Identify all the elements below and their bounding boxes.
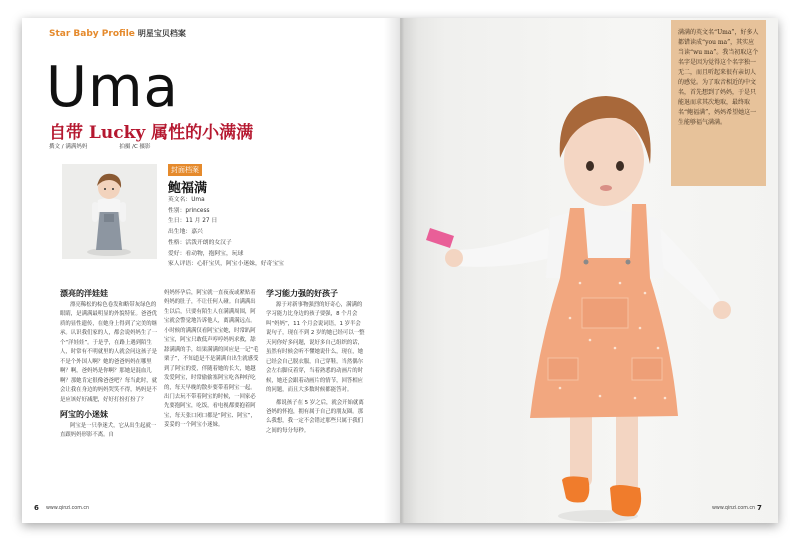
paragraph: 漂亮稀松的棕色卷发和略带灰绿色的眼睛，是满满最明显的外貌特征。爸爸优质的显性遗传，在她身上得到了完美的继承。认识我们家的人，都会说妈妈生了一个“洋娃娃”。于是乎，在路上遇到陌生人，时常有不明就里的人就会问这孩子是不是个外国人啊？她的爸爸妈妈在哪里啊？啊，爸妈妈是你啊？那她是混血儿啊？那她肯定很像爸爸吧？每当此时，就会让我在身边的妈妈哭笑不得，妈妈是不是应该好好减肥，好好打扮打扮了？ <box>60 302 158 403</box>
photo-credit: 拍摄 /C 摄影 <box>119 144 151 150</box>
page-number-right: 7 <box>757 504 762 512</box>
page-number-left: 6 <box>34 504 39 512</box>
article-column-3 <box>266 288 366 436</box>
section-heading: 学习能力强的好孩子 <box>266 289 338 298</box>
article-column-2 <box>164 289 260 431</box>
paragraph: 妈妈怀孕后，阿宝就一直夜夜或紧贴着妈妈的肚子，不让任何人碰。自满满出生以后，只要有陌生人在满满周围，阿宝就会警觉地告诉他人，离满满远点。小时候的满满仅看阿宝宝她，时常趴阿宝宝，阿宝只敢低声哼哼妈妈求救，舔舔满满的手，结果满满的回应是一记“毛栗子”，不知道是不是满满自出生就感受到了阿宝的爱，伴随着她的长大，她越发爱阿宝，时常偷偷塞阿宝吃各种好吃的，每天早晚的散步要带着阿宝一起。出门去玩不带着阿宝的时候，一回家必先要抱阿宝，吃饭，看电视都要抱着阿宝，每天张口闭口都是“阿宝、阿宝”，妥妥的一个阿宝小迷妹。 <box>164 290 259 429</box>
page-subtitle: 自带 Lucky 属性的小满满 <box>49 123 254 143</box>
paragraph: 源于对新事物强烈的好奇心，满满的学习能力比身边的孩子要强，8 个月会叫“妈妈”，11 个月会说词语，1 岁半会说句子，现在不到 2 岁的她已经可以一整天问你好多问题，说好多自己组织的话，虽然有时候会听不懂她说什么，现在，她已经会自己脱衣服，自己穿鞋，当然偶尔会左右脚反着穿，当着熟悉的动画片的时候，她还会跟着动画片的情节，回答相应的问题，而且大多数时候都能答对。 <box>266 302 365 394</box>
profile-item: 生日：11 月 27 日 <box>168 218 218 225</box>
left-page <box>22 18 400 523</box>
paragraph: 都说孩子在 5 岁之后，就会开始就离爸妈的怀抱，拥有属于自己的朋友圈。那么我想，我一定不会错过那些只属于我们之间的每分每秒。 <box>266 399 364 434</box>
profile-item: 英文名：Uma <box>168 197 205 203</box>
profile-item: 爱好：看动物，抱阿宝，玩球 <box>168 250 244 257</box>
header-brand-cn: 明星宝贝档案 <box>137 29 186 38</box>
article-column-1 <box>60 288 158 441</box>
profile-tag: 封面档案 <box>168 164 202 176</box>
profile-item: 性别：princess <box>168 207 210 214</box>
footer-url-left: www.qinzi.com.cn <box>46 506 90 511</box>
profile-item: 性格：活泼开朗的女汉子 <box>168 239 232 246</box>
page-gutter-shadow <box>384 18 418 523</box>
writer-credit: 撰文 / 满满妈妈 <box>49 144 88 150</box>
header-brand: Star Baby Profile <box>49 29 135 39</box>
profile-item: 家人评语：心肝宝贝，阿宝小迷妹，好奇宝宝 <box>168 261 284 268</box>
profile-photo <box>62 164 157 259</box>
profile-list <box>168 195 284 270</box>
section-heading: 阿宝的小迷妹 <box>60 409 108 419</box>
section-heading: 漂亮的洋娃娃 <box>60 289 108 298</box>
right-page <box>400 18 778 523</box>
profile-item: 出生地：嘉兴 <box>168 229 203 236</box>
paragraph: 阿宝是一只拳迷犬，它从出生起就一直跟妈妈形影不离。自 <box>60 422 157 439</box>
magazine-spread <box>22 18 778 523</box>
section-header <box>49 28 186 39</box>
page-title: Uma <box>46 55 179 120</box>
footer-url-right: www.qinzi.com.cn <box>712 506 756 511</box>
quote-box: 满满的英文名“Uma”，好多人都错读成“you ma”，其实应当读“wu ma”。我当初取这个名字是因为觉得这个名字独一无二，而且听起来很有亲切人的感觉。为了取音相近的中文名，首先想到了妈妈，于是只能退而求其次地取，最终取名“鲍福满”，妈妈希望她这一生能够福气满满。 <box>671 20 766 186</box>
profile-name: 鲍福满 <box>168 181 208 196</box>
credits <box>49 142 183 150</box>
